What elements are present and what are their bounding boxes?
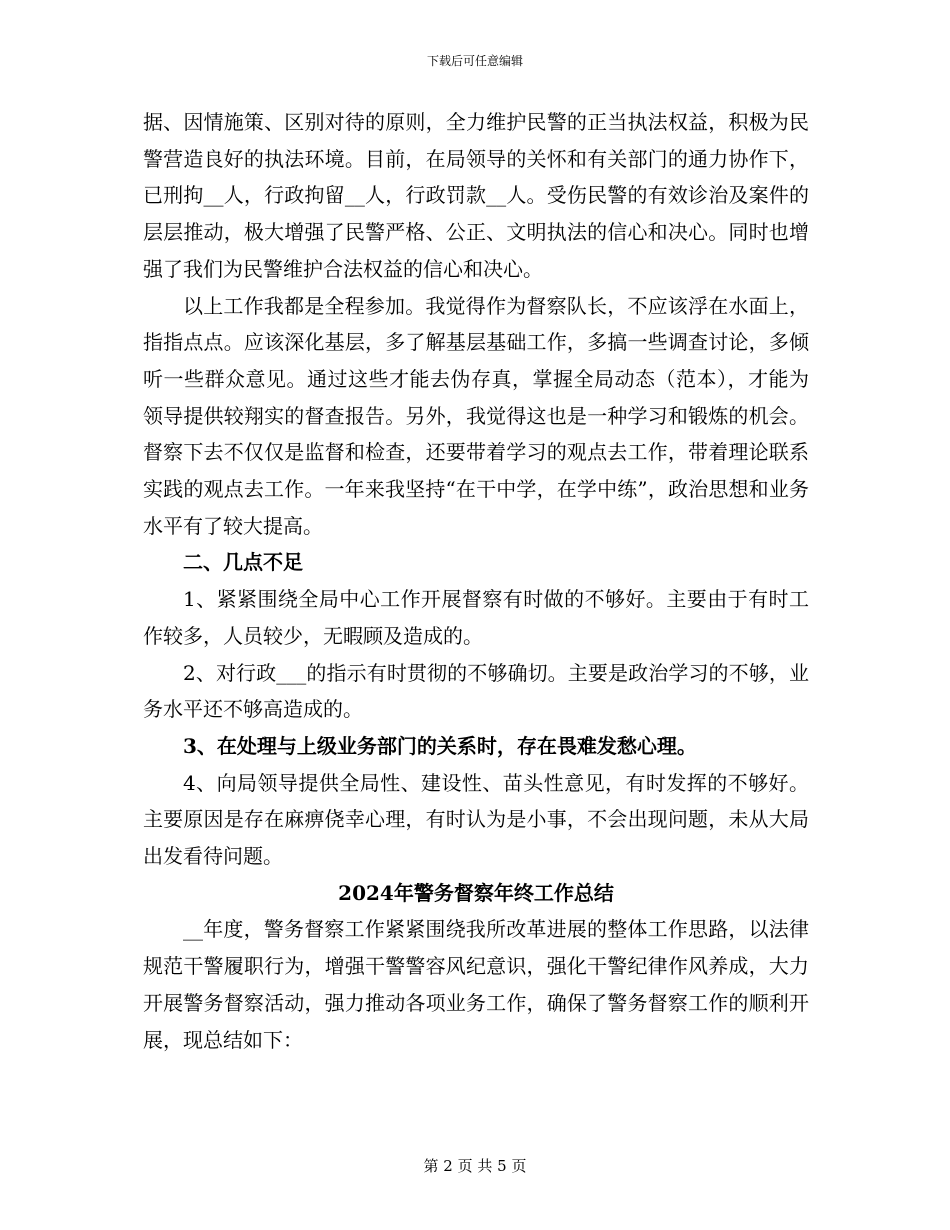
list-item-1: 1、紧紧围绕全局中心工作开展督察有时做的不够好。主要由于有时工作较多，人员较少，无暇顾及造成的。	[143, 587, 809, 648]
list-item-4: 4、向局领导提供全局性、建设性、苗头性意见，有时发挥的不够好。主要原因是存在麻痹侥幸心理，有时认为是小事，不会出现问题，未从大局出发看待问题。	[143, 770, 809, 869]
paragraph-continuation: 据、因情施策、区别对待的原则，全力维护民警的正当执法权益，积极为民警营造良好的执法环境。目前，在局领导的关怀和有关部门的通力协作下，已刑拘__人，行政拘留__人，行政罚款__人。受伤民警的有效诊治及案件的层层推动，极大增强了民警严格、公正、文明执法的信心和决心。同时也增强了我们为民警维护合法权益的信心和决心。	[143, 110, 809, 281]
paragraph-intro: __年度，警务督察工作紧紧围绕我所改革进展的整体工作思路，以法律规范干警履职行为，增强干警警容风纪意识，强化干警纪律作风养成，大力开展警务督察活动，强力推动各项业务工作，确保了警务督察工作的顺利开展，现总结如下：	[143, 917, 809, 1052]
paragraph-participation: 以上工作我都是全程参加。我觉得作为督察队长，不应该浮在水面上，指指点点。应该深化基层，多了解基层基础工作，多搞一些调查讨论，多倾听一些群众意见。通过这些才能去伪存真，掌握全局动态（范本），才能为领导提供较翔实的督查报告。另外，我觉得这也是一种学习和锻炼的机会。督察下去不仅仅是监督和检查，还要带着学习的观点去工作，带着理论联系实践的观点去工作。一年来我坚持“在干中学，在学中练”，政治思想和业务水平有了较大提高。	[143, 293, 809, 538]
section-heading-shortcomings: 二、几点不足	[183, 550, 303, 575]
document-body	[143, 104, 809, 1058]
list-item-2: 2、对行政___的指示有时贯彻的不够确切。主要是政治学习的不够，业务水平还不够高造成的。	[143, 660, 809, 722]
page-footer: 第 2 页 共 5 页	[423, 1157, 527, 1175]
document-title: 2024年警务督察年终工作总结	[338, 880, 614, 905]
page-header: 下载后可任意编辑	[426, 54, 523, 68]
list-item-3: 3、在处理与上级业务部门的关系时，存在畏难发愁心理。	[183, 733, 697, 758]
